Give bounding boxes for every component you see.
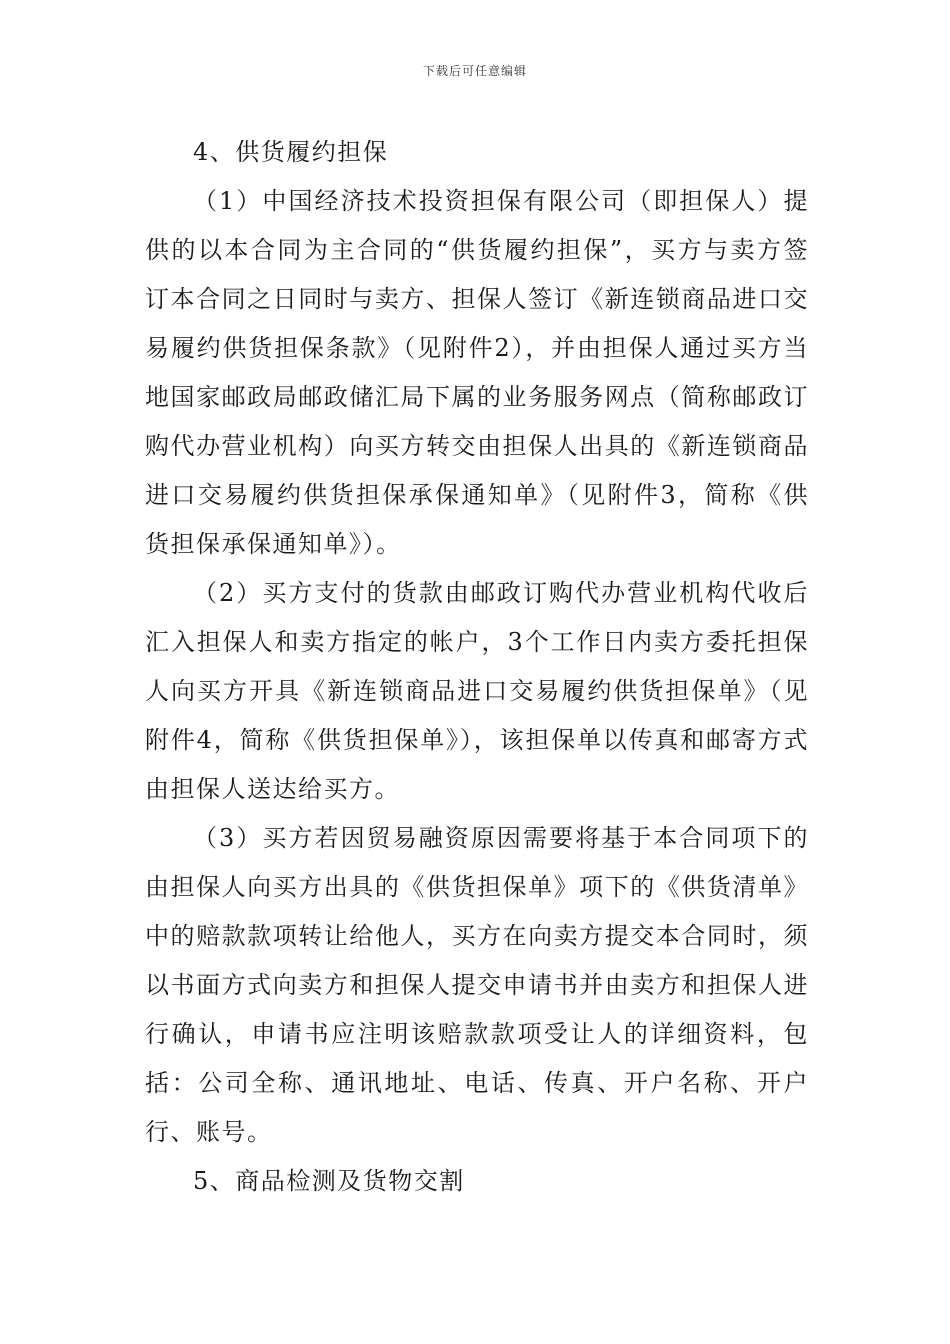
page-header: 下载后可任意编辑 <box>422 64 527 78</box>
section-heading-4: 4、供货履约担保 <box>193 138 389 166</box>
paragraph-clause-1: （1）中国经济技术投资担保有限公司（即担保人）提供的以本合同为主合同的“供货履约担保”，买方与卖方签订本合同之日同时与卖方、担保人签订《新连锁商品进口交易履约供货担保条款》（见附件2），并由担保人通过买方当地国家邮政局邮政储汇局下属的业务服务网点（简称邮政订购代办营业机构）向买方转交由担保人出具的《新连锁商品进口交易履约供货担保承保通知单》（见附件3，简称《供货担保承保通知单》）。 <box>145 187 809 558</box>
paragraph-clause-2: （2）买方支付的货款由邮政订购代办营业机构代收后汇入担保人和卖方指定的帐户，3个工作日内卖方委托担保人向买方开具《新连锁商品进口交易履约供货担保单》（见附件4，简称《供货担保单》），该担保单以传真和邮寄方式由担保人送达给买方。 <box>145 579 809 803</box>
document-body <box>145 128 809 1206</box>
paragraph-clause-3: （3）买方若因贸易融资原因需要将基于本合同项下的由担保人向买方出具的《供货担保单》项下的《供货清单》中的赔款款项转让给他人，买方在向卖方提交本合同时，须以书面方式向卖方和担保人提交申请书并由卖方和担保人进行确认，申请书应注明该赔款款项受让人的详细资料，包括：公司全称、通讯地址、电话、传真、开户名称、开户行、账号。 <box>145 824 809 1146</box>
section-heading-5: 5、商品检测及货物交割 <box>193 1167 465 1195</box>
